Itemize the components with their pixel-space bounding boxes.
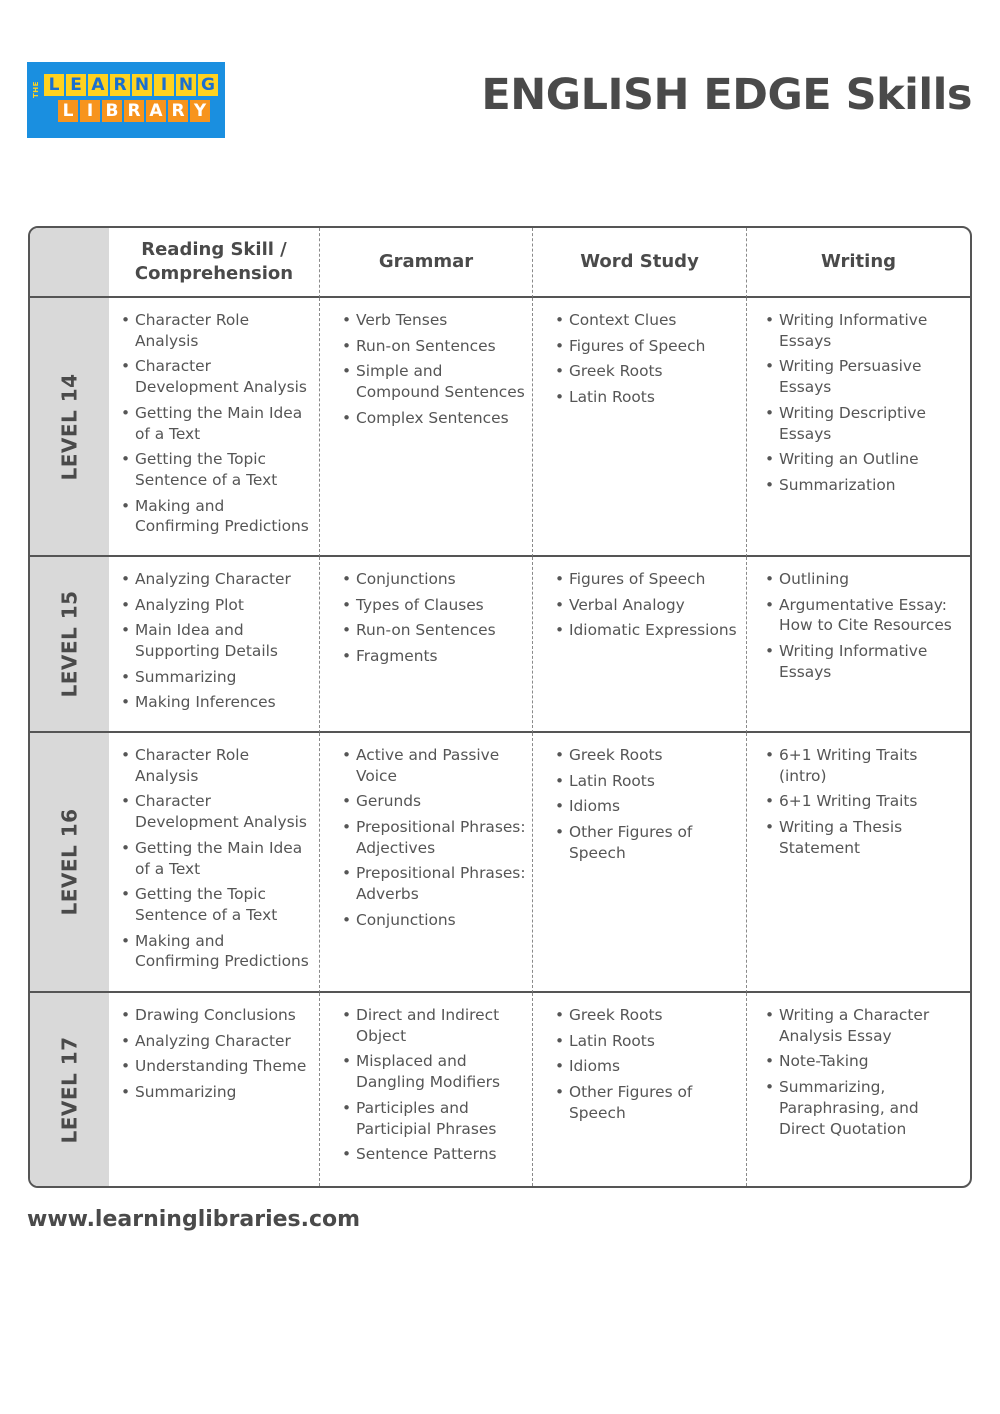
- skill-list: [533, 298, 746, 408]
- list-item: • Greek Roots: [555, 361, 740, 382]
- list-item: • Run-on Sentences: [342, 620, 526, 641]
- logo-line-library: [58, 100, 210, 122]
- logo-tile: E: [66, 74, 86, 96]
- writing-cell: [746, 298, 970, 557]
- header-grammar: Grammar: [319, 228, 532, 298]
- skill-list: [320, 993, 532, 1165]
- list-item: • Idioms: [555, 1056, 740, 1077]
- list-item: • Direct and Indirect Object: [342, 1005, 526, 1047]
- skill-list: [109, 733, 319, 972]
- list-item: • Run-on Sentences: [342, 336, 526, 357]
- logo-tile: I: [80, 100, 100, 122]
- list-item: • Conjunctions: [342, 910, 526, 931]
- list-item: • Active and Passive Voice: [342, 745, 526, 787]
- skill-list: [109, 993, 319, 1103]
- skill-list: [320, 733, 532, 931]
- skill-list: [533, 557, 746, 641]
- writing-cell: [746, 993, 970, 1186]
- list-item: • Writing Descriptive Essays: [765, 403, 964, 445]
- level-label: LEVEL 15: [57, 590, 82, 698]
- list-item: • Context Clues: [555, 310, 740, 331]
- level-label: LEVEL 14: [57, 372, 82, 481]
- list-item: • Idiomatic Expressions: [555, 620, 740, 641]
- list-item: • Analyzing Plot: [121, 595, 313, 616]
- list-item: • Gerunds: [342, 791, 526, 812]
- skills-table: [28, 226, 972, 1188]
- list-item: • Sentence Patterns: [342, 1144, 526, 1165]
- list-item: • Getting the Topic Sentence of a Text: [121, 449, 313, 491]
- logo-tile: B: [102, 100, 122, 122]
- list-item: • 6+1 Writing Traits: [765, 791, 964, 812]
- logo-tile: A: [146, 100, 166, 122]
- logo-tile: N: [132, 74, 152, 96]
- list-item: • Verbal Analogy: [555, 595, 740, 616]
- level-label: LEVEL 17: [57, 1035, 82, 1144]
- logo-tile: R: [110, 74, 130, 96]
- reading-cell: [109, 557, 319, 733]
- list-item: • Conjunctions: [342, 569, 526, 590]
- header-writing: Writing: [746, 228, 970, 298]
- list-item: • Summarizing, Paraphrasing, and Direct Quotation: [765, 1077, 964, 1139]
- reading-cell: [109, 993, 319, 1186]
- level-label-cell: [30, 557, 109, 733]
- reading-cell: [109, 733, 319, 993]
- list-item: • Character Role Analysis: [121, 310, 313, 352]
- logo-tile: Y: [190, 100, 210, 122]
- list-item: • Summarizing: [121, 667, 313, 688]
- list-item: • Character Development Analysis: [121, 356, 313, 398]
- logo-tile: I: [154, 74, 174, 96]
- list-item: • Writing an Outline: [765, 449, 964, 470]
- list-item: • Main Idea and Supporting Details: [121, 620, 313, 662]
- level-label-cell: [30, 733, 109, 993]
- list-item: • Analyzing Character: [121, 1031, 313, 1052]
- list-item: • Making and Confirming Predictions: [121, 931, 313, 973]
- list-item: • Making Inferences: [121, 692, 313, 713]
- list-item: • Understanding Theme: [121, 1056, 313, 1077]
- skill-list: [320, 298, 532, 428]
- list-item: • Summarizing: [121, 1082, 313, 1103]
- list-item: • Getting the Topic Sentence of a Text: [121, 884, 313, 926]
- skill-list: [109, 557, 319, 713]
- skill-list: [533, 733, 746, 863]
- list-item: • Note-Taking: [765, 1051, 964, 1072]
- list-item: • Getting the Main Idea of a Text: [121, 838, 313, 880]
- list-item: • Figures of Speech: [555, 336, 740, 357]
- header-reading: Reading Skill / Comprehension: [109, 228, 319, 298]
- skill-list: [320, 557, 532, 667]
- level-label-cell: [30, 298, 109, 557]
- skill-list: [747, 298, 970, 496]
- list-item: • Other Figures of Speech: [555, 1082, 740, 1124]
- list-item: • Fragments: [342, 646, 526, 667]
- logo-tile: L: [58, 100, 78, 122]
- writing-cell: [746, 733, 970, 993]
- skill-list: [747, 733, 970, 859]
- list-item: • Writing Informative Essays: [765, 310, 964, 352]
- logo-tile: L: [44, 74, 64, 96]
- level-label: LEVEL 16: [57, 808, 82, 916]
- list-item: • Writing Informative Essays: [765, 641, 964, 683]
- list-item: • Greek Roots: [555, 745, 740, 766]
- word-study-cell: [532, 557, 746, 733]
- writing-cell: [746, 557, 970, 733]
- skill-list: [747, 993, 970, 1139]
- skill-list: [109, 298, 319, 537]
- list-item: • Participles and Participial Phrases: [342, 1098, 526, 1140]
- logo-tile: R: [124, 100, 144, 122]
- list-item: • Argumentative Essay: How to Cite Resources: [765, 595, 964, 637]
- list-item: • Character Role Analysis: [121, 745, 313, 787]
- word-study-cell: [532, 298, 746, 557]
- list-item: • Prepositional Phrases: Adverbs: [342, 863, 526, 905]
- grammar-cell: [319, 733, 532, 993]
- list-item: • Greek Roots: [555, 1005, 740, 1026]
- website-url[interactable]: www.learninglibraries.com: [27, 1207, 361, 1232]
- list-item: • Simple and Compound Sentences: [342, 361, 526, 403]
- page-title: ENGLISH EDGE Skills: [481, 70, 972, 120]
- logo-tile: R: [168, 100, 188, 122]
- word-study-cell: [532, 993, 746, 1186]
- list-item: • Outlining: [765, 569, 964, 590]
- grammar-cell: [319, 298, 532, 557]
- list-item: • Getting the Main Idea of a Text: [121, 403, 313, 445]
- list-item: • Making and Confirming Predictions: [121, 496, 313, 538]
- list-item: • Latin Roots: [555, 387, 740, 408]
- list-item: • Drawing Conclusions: [121, 1005, 313, 1026]
- list-item: • Character Development Analysis: [121, 791, 313, 833]
- grammar-cell: [319, 557, 532, 733]
- grammar-cell: [319, 993, 532, 1186]
- list-item: • Figures of Speech: [555, 569, 740, 590]
- list-item: • Summarization: [765, 475, 964, 496]
- word-study-cell: [532, 733, 746, 993]
- logo-line-learning: [44, 74, 218, 96]
- list-item: • Latin Roots: [555, 1031, 740, 1052]
- table-corner: [30, 228, 109, 298]
- list-item: • Analyzing Character: [121, 569, 313, 590]
- list-item: • Idioms: [555, 796, 740, 817]
- logo-tile: N: [176, 74, 196, 96]
- header-word-study: Word Study: [532, 228, 746, 298]
- list-item: • Other Figures of Speech: [555, 822, 740, 864]
- list-item: • 6+1 Writing Traits (intro): [765, 745, 964, 787]
- logo-tile: G: [198, 74, 218, 96]
- list-item: • Misplaced and Dangling Modifiers: [342, 1051, 526, 1093]
- list-item: • Latin Roots: [555, 771, 740, 792]
- logo-the-text: THE: [32, 81, 40, 99]
- list-item: • Verb Tenses: [342, 310, 526, 331]
- logo-tile: A: [88, 74, 108, 96]
- list-item: • Writing a Thesis Statement: [765, 817, 964, 859]
- level-label-cell: [30, 993, 109, 1186]
- list-item: • Writing a Character Analysis Essay: [765, 1005, 964, 1047]
- skill-list: [747, 557, 970, 683]
- list-item: • Types of Clauses: [342, 595, 526, 616]
- list-item: • Writing Persuasive Essays: [765, 356, 964, 398]
- learning-library-logo: [27, 62, 225, 138]
- list-item: • Complex Sentences: [342, 408, 526, 429]
- list-item: • Prepositional Phrases: Adjectives: [342, 817, 526, 859]
- reading-cell: [109, 298, 319, 557]
- skill-list: [533, 993, 746, 1123]
